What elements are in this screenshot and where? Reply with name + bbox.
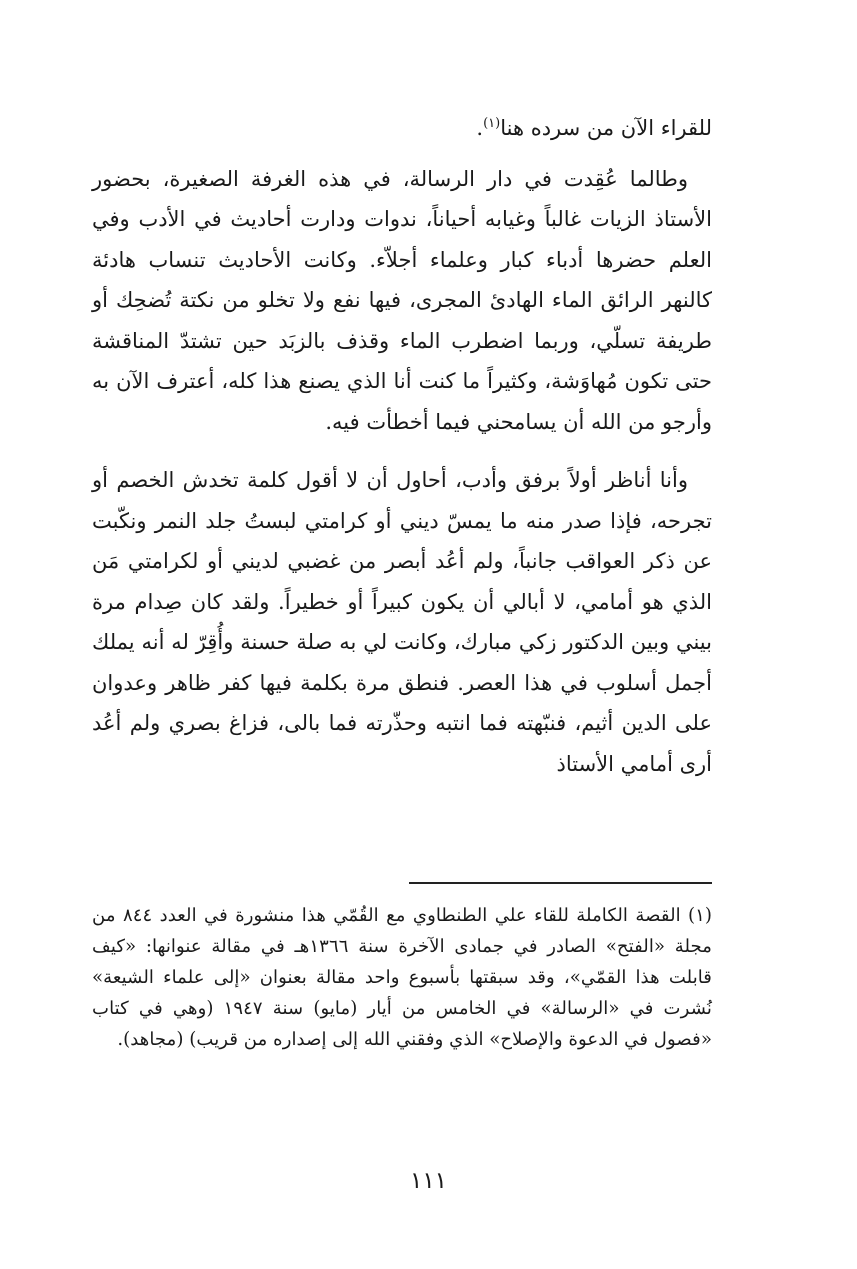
page-body <box>92 108 712 784</box>
footnote-reference[interactable]: (١) <box>483 116 501 131</box>
page-number: ١١١ <box>409 1168 448 1194</box>
paragraph-1 <box>92 108 712 149</box>
footnote-separator <box>409 882 712 884</box>
paragraph-2: وطالما عُقِدت في دار الرسالة، في هذه الغرفة الصغيرة، بحضور الأستاذ الزيات غالباً وغيابه أحياناً، ندوات ودارت أحاديث في الأدب وفي العلم حضرها أدباء كبار وعلماء أجلاّء. وكانت الأحاديث تنساب هادئة كالنهر الرائق الماء الهادئ المجرى، فيها نفع ولا تخلو من نكتة تُضحِك أو طريفة تسلّي، وربما اضطرب الماء وقذف بالزبَد حين تشتدّ المناقشة حتى تكون مُهاوَشة، وكثيراً ما كنت أنا الذي يصنع هذا كله، أعترف الآن به وأرجو من الله أن يسامحني فيما أخطأت فيه. <box>92 166 712 434</box>
paragraph-3: وأنا أناظر أولاً برفق وأدب، أحاول أن لا أقول كلمة تخدش الخصم أو تجرحه، فإذا صدر منه ما يمسّ ديني أو كرامتي لبستُ جلد النمر ونكّبت عن ذكر العواقب جانباً، ولم أعُد أبصر من غضبي لديني أو لكرامتي مَن الذي هو أمامي، لا أبالي أن يكون كبيراً أو خطيراً. ولقد كان صِدام مرة بيني وبين الدكتور زكي مبارك، وكانت لي به صلة حسنة وأُقِرّ له أنه يملك أجمل أسلوب في هذا العصر. فنطق مرة بكلمة فيها كفر ظاهر وعدوان على الدين أثيم، فنبّهته فما انتبه وحذّرته فما بالى، فزاغ بصري ولم أعُد أرى أمامي الأستاذ <box>92 468 712 776</box>
footnote: (١) القصة الكاملة للقاء علي الطنطاوي مع القُمّي هذا منشورة في العدد ٨٤٤ من مجلة «الفتح» الصادر في جمادى الآخرة سنة ١٣٦٦هـ في مقالة عنوانها: «كيف قابلت هذا القمّي»، وقد سبقتها بأسبوع واحد مقالة بعنوان «إلى علماء الشيعة» نُشرت في «الرسالة» في الخامس من أيار (مايو) سنة ١٩٤٧ (وهي في كتاب «فصول في الدعوة والإصلاح» الذي وفقني الله إلى إصداره من قريب) (مجاهد). <box>92 905 713 1050</box>
paragraph-1-text: للقراء الآن من سرده هنا <box>500 116 712 140</box>
paragraph-1-period: . <box>476 116 484 140</box>
